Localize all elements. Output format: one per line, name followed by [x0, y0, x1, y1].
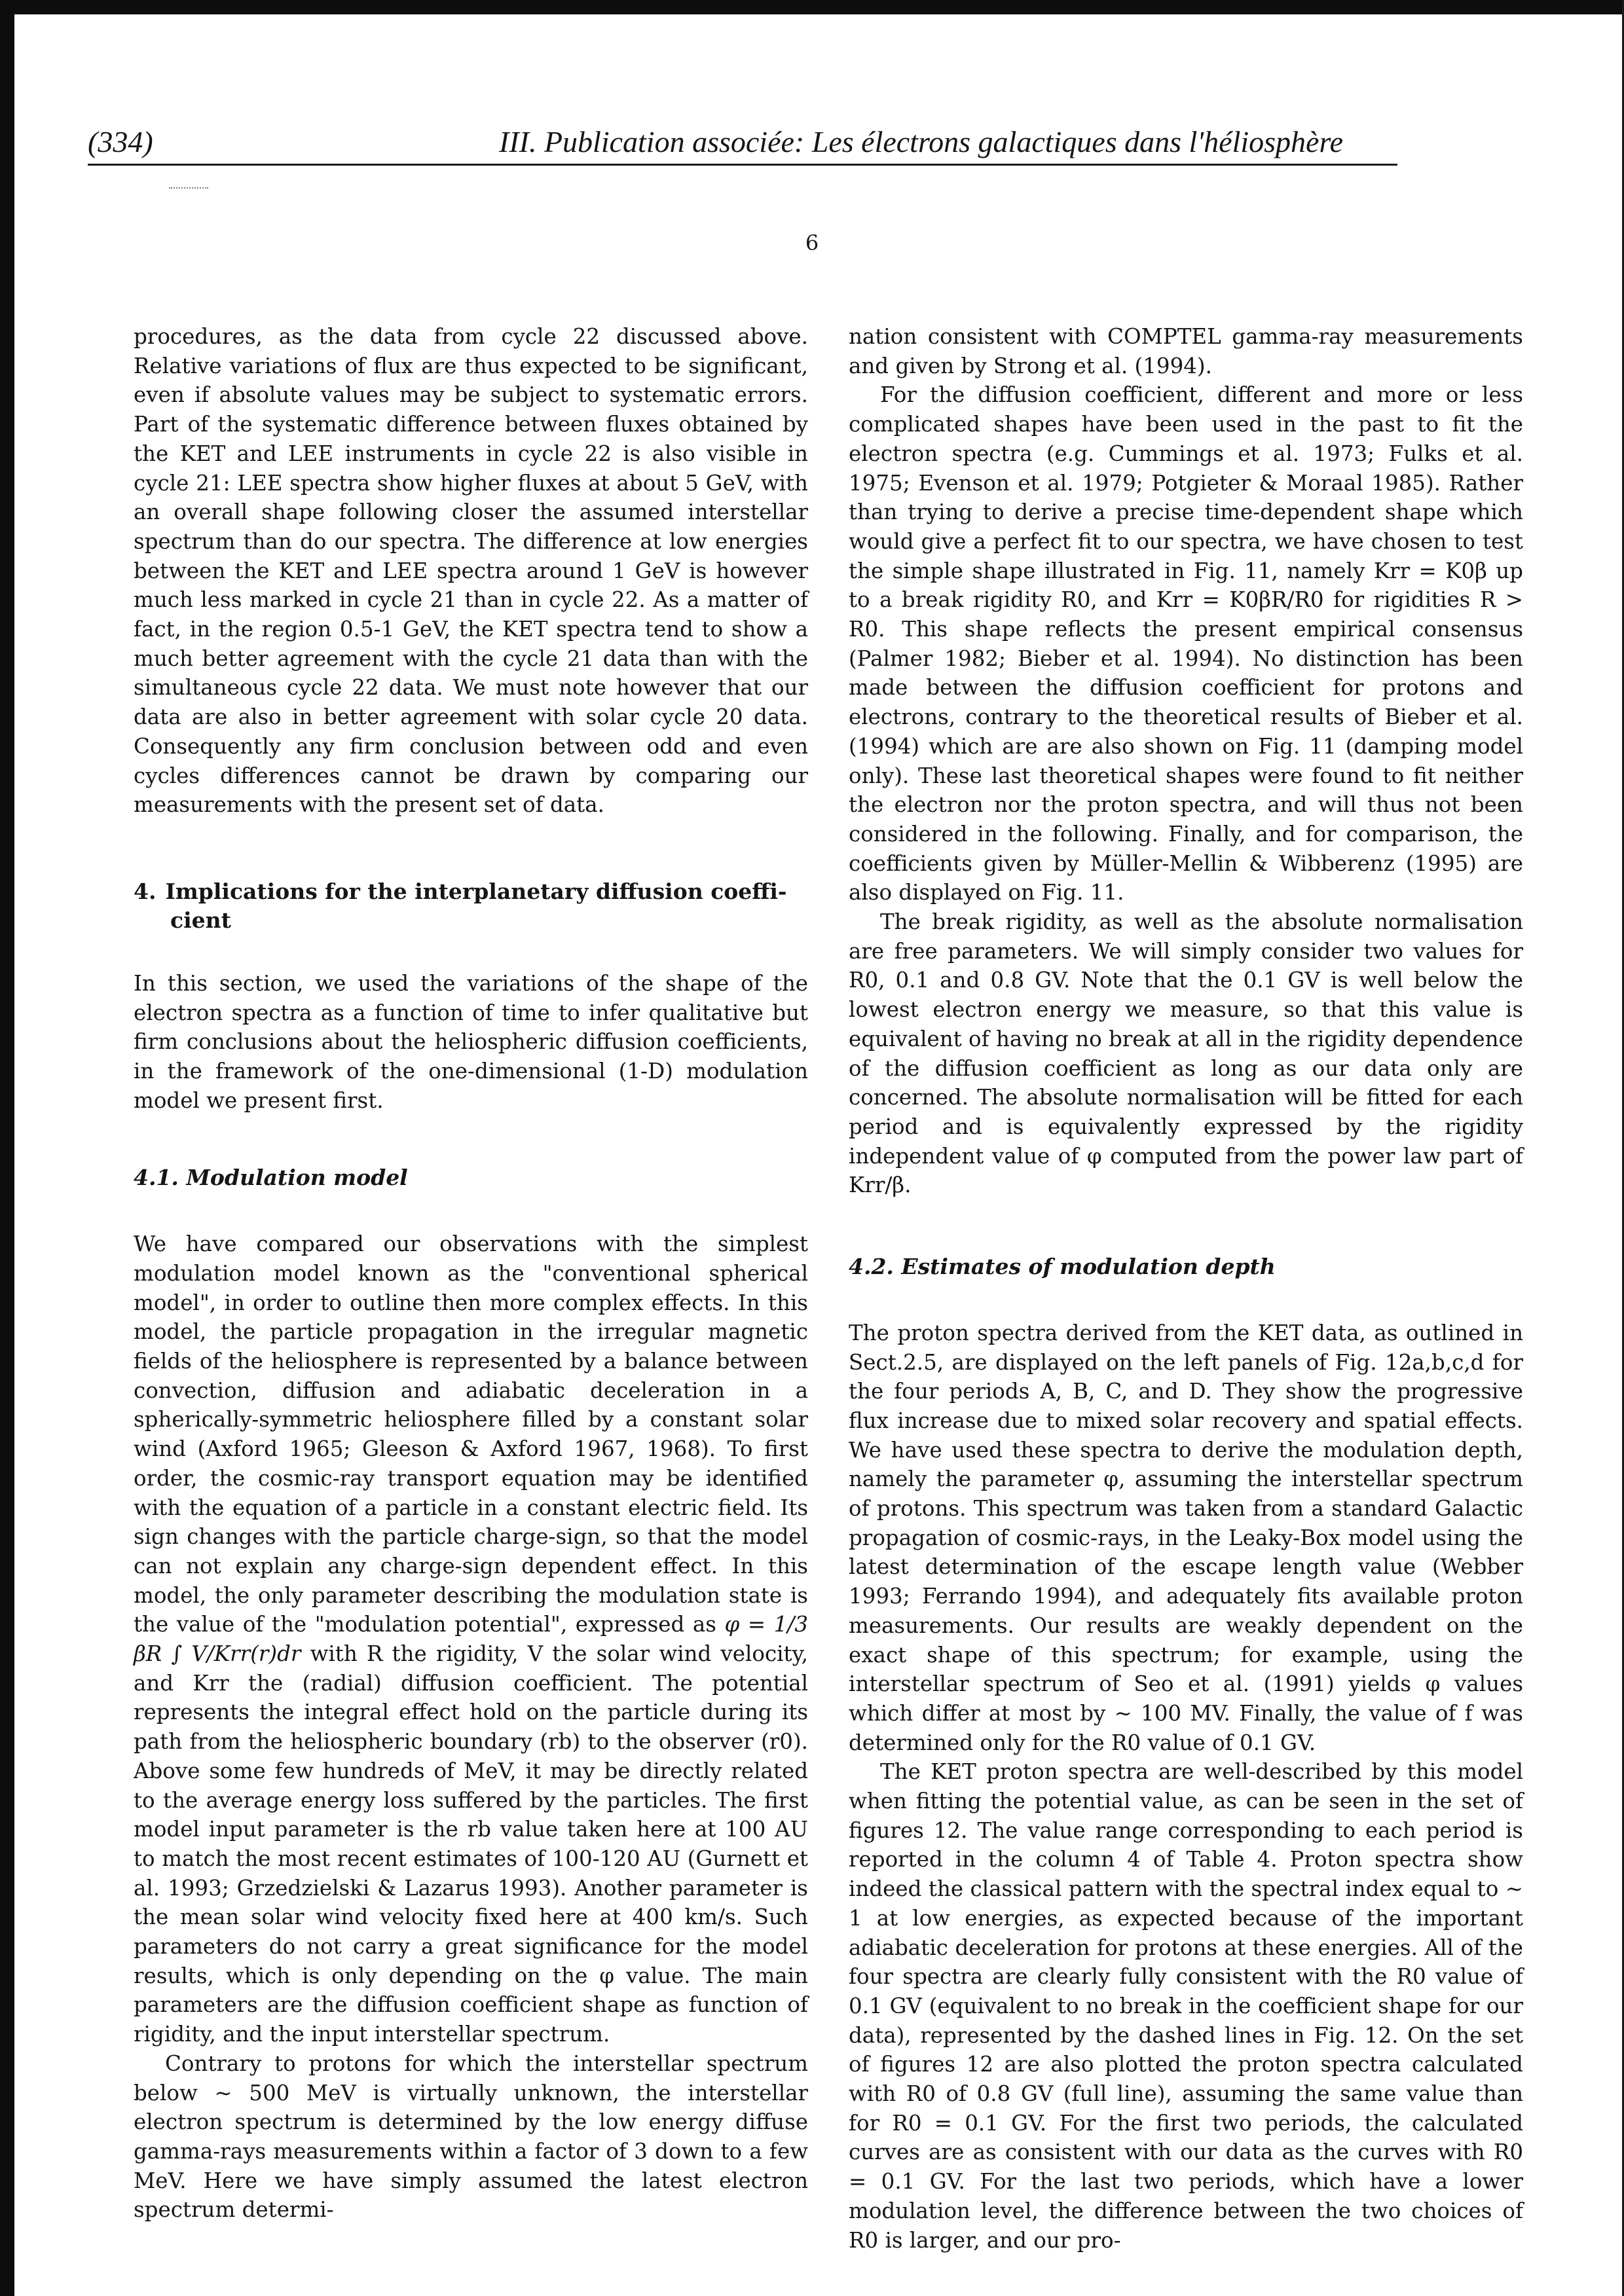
running-header: [88, 124, 1397, 170]
left-column: [134, 322, 808, 2225]
section-4-title-line1: Implications for the interplanetary diffusion coeffi-: [165, 878, 787, 904]
modulation-potential-formula: φ = 1/3 βR ∫ V/Krr(r)dr: [134, 1612, 808, 1667]
header-page-label: (334): [88, 125, 153, 158]
ket-proton-paragraph: The KET proton spectra are well-described by this model when fitting the potential value, as can be seen in the set of figures 12. The value range corresponding to each period is reported in the column 4 of Table 4. Proton spectra show indeed the classical pattern with the spectral index equal to ∼ 1 at low energies, as expected because of the important adiabatic deceleration for protons at these energies. All of the four spectra are clearly fully consistent with the R0 value of 0.1 GV (equivalent to no break in the coefficient shape for our data), represented by the dashed lines in Fig. 12. On the set of figures 12 are also plotted the proton spectra calculated with R0 of 0.8 GV (full line), assuming the same value than for R0 = 0.1 GV. For the first two periods, the calculated curves are as consistent with our data as the curves with R0 = 0.1 GV. For the last two periods, which have a lower modulation level, the difference between the two choices of R0 is larger, and our pro-: [849, 1759, 1523, 2253]
modulation-model-paragraph: [134, 1230, 808, 2049]
header-rule: [88, 164, 1397, 166]
section-4-heading: [134, 877, 808, 935]
subsection-4-1-heading: 4.1. Modulation model: [134, 1165, 408, 1191]
scan-border-left: [0, 0, 14, 2296]
section-4-title-line2: cient: [170, 907, 231, 933]
page-number: 6: [805, 230, 819, 255]
proton-spectra-paragraph: The proton spectra derived from the KET data, as outlined in Sect.2.5, are displayed on the left panels of Fig. 12a,b,c,d for the four periods A, B, C, and D. They show the progressive flux increase due to mixed solar recovery and spatial effects. We have used these spectra to derive the modulation depth, namely the parameter φ, assuming the interstellar spectrum of protons. This spectrum was taken from a standard Galactic propagation of cosmic-rays, in the Leaky-Box model using the latest determination of the escape length value (Webber 1993; Ferrando 1994), and adequately fits available proton measurements. Our results are weakly dependent on the exact shape of this spectrum; for example, using the interstellar spectrum of Seo et al. (1991) yields φ values which differ at most by ∼ 100 MV. Finally, the value of f was determined only for the R0 value of 0.1 GV.: [849, 1320, 1523, 1755]
modulation-text-b: with R the rigidity, V the solar wind velocity, and Krr the (radial) diffusion coefficient. The potential represents the integral effect hold on the particle during its path from the heliospheric boundary (rb) to the observer (r0). Above some few hundreds of MeV, it may be directly related to the average energy loss suffered by the particles. The first model input parameter is the rb value taken here at 100 AU to match the most recent estimates of 100-120 AU (Gurnett et al. 1993; Grzedzielski & Lazarus 1993). Another parameter is the mean solar wind velocity fixed here at 400 km/s. Such parameters do not carry a great significance for the model results, which is only depending on the φ value. The main parameters are the diffusion coefficient shape as function of rigidity, and the input interstellar spectrum.: [134, 1641, 808, 2047]
subsection-4-2-heading: 4.2. Estimates of modulation depth: [849, 1254, 1276, 1280]
header-title: III. Publication associée: Les électrons galactiques dans l'héliosphère: [499, 125, 1344, 158]
right-column: [849, 322, 1523, 2255]
paragraph-continued-right: nation consistent with COMPTEL gamma-ray measurements and given by Strong et al. (1994).: [849, 324, 1523, 378]
section-4-intro: In this section, we used the variations of the shape of the electron spectra as a function of time to infer qualitative but firm conclusions about the heliospheric diffusion coefficients, in the framework of the one-dimensional (1-D) modulation model we present first.: [134, 970, 808, 1113]
scan-border-top: [0, 0, 1624, 14]
diffusion-coefficient-paragraph: For the diffusion coefficient, different and more or less complicated shapes have been used in the past to fit the electron spectra (e.g. Cummings et al. 1973; Fulks et al. 1975; Evenson et al. 1979; Potgieter & Moraal 1985). Rather than trying to derive a precise time-dependent shape which would give a perfect fit to our spectra, we have chosen to test the simple shape illustrated in Fig. 11, namely Krr = K0β up to a break rigidity R0, and Krr = K0βR/R0 for rigidities R > R0. This shape reflects the present empirical consensus (Palmer 1982; Bieber et al. 1994). No distinction has been made between the diffusion coefficient for protons and electrons, contrary to the theoretical results of Bieber et al. (1994) which are are also shown on Fig. 11 (damping model only). These last theoretical shapes were found to fit neither the electron nor the proton spectra, and will thus not been considered in the following. Finally, and for comparison, the coefficients given by Müller-Mellin & Wibberenz (1995) are also displayed on Fig. 11.: [849, 382, 1523, 905]
paragraph-continued: procedures, as the data from cycle 22 discussed above. Relative variations of flux are thus expected to be significant, even if absolute values may be subject to systematic errors. Part of the systematic difference between fluxes obtained by the KET and LEE instruments in cycle 22 is also visible in cycle 21: LEE spectra show higher fluxes at about 5 GeV, with an overall shape following closer the assumed interstellar spectrum than do our spectra. The difference at low energies between the KET and LEE spectra around 1 GeV is however much less marked in cycle 21 than in cycle 22. As a matter of fact, in the region 0.5-1 GeV, the KET spectra tend to show a much better agreement with the cycle 21 data than with the simultaneous cycle 22 data. We must note however that our data are also in better agreement with solar cycle 20 data. Consequently any firm conclusion between odd and even cycles differences cannot be drawn by comparing our measurements with the present set of data.: [134, 324, 808, 818]
scan-specks: [169, 187, 208, 191]
modulation-text-a: We have compared our observations with the simplest modulation model known as the "conventional spherical model", in order to outline then more complex effects. In this model, the particle propagation in the irregular magnetic fields of the heliosphere is represented by a balance between convection, diffusion and adiabatic deceleration in a spherically-symmetric heliosphere filled by a constant solar wind (Axford 1965; Gleeson & Axford 1967, 1968). To first order, the cosmic-ray transport equation may be identified with the equation of a particle in a constant electric field. Its sign changes with the particle charge-sign, so that the model can not explain any charge-sign dependent effect. In this model, the only parameter describing the modulation state is the value of the "modulation potential", expressed as: [134, 1231, 808, 1637]
interstellar-spectrum-paragraph: Contrary to protons for which the interstellar spectrum below ∼ 500 MeV is virtually unknown, the interstellar electron spectrum is determined by the low energy diffuse gamma-rays measurements within a factor of 3 down to a few MeV. Here we have simply assumed the latest electron spectrum determi-: [134, 2050, 808, 2223]
break-rigidity-paragraph: The break rigidity, as well as the absolute normalisation are free parameters. We will simply consider two values for R0, 0.1 and 0.8 GV. Note that the 0.1 GV is well below the lowest electron energy we measure, so that this value is equivalent of having no break at all in the rigidity dependence of the diffusion coefficient as long as our data only are concerned. The absolute normalisation will be fitted for each period and is equivalently expressed by the rigidity independent value of φ computed from the power law part of Krr/β.: [849, 909, 1523, 1198]
section-4-number: 4.: [134, 878, 157, 904]
